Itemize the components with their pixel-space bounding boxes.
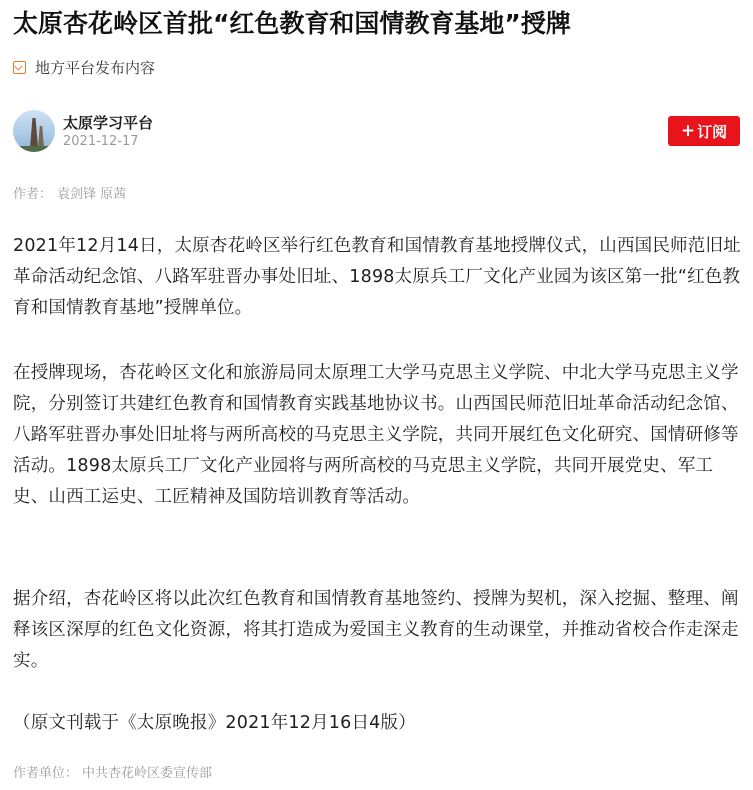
byline-label: 作者： (13, 187, 53, 202)
paragraph-2: 在授牌现场，杏花岭区文化和旅游局同太原理工大学马克思主义学院、中北大学马克思主义学院，分别签订共建红色教育和国情教育实践基地协议书。山西国民师范旧址革命活动纪念馆、八路军驻晋办事处旧址将与两所高校的马克思主义学院，共同开展红色文化研究、国情研修等活动。1898太原兵工厂文化产业园将与两所高校的马克思主义学院，共同开展党史、军工史、山西工运史、工匠精神及国防培训教育等活动。 (13, 363, 739, 507)
paragraph-3: 据介绍，杏花岭区将以此次红色教育和国情教育基地签约、授牌为契机，深入挖掘、整理、阐释该区深厚的红色文化资源，将其打造成为爱国主义教育的生动课堂，并推动省校合作走深走实。 (13, 589, 739, 671)
footer-unit-value: 中共杏花岭区委宣传部 (82, 766, 213, 781)
account-header (13, 110, 740, 154)
subscribe-button[interactable] (668, 116, 740, 146)
article-title: 太原杏花岭区首批“红色教育和国情教育基地”授牌 (13, 9, 571, 38)
check-box-icon (13, 61, 26, 74)
pagoda-icon (30, 118, 38, 148)
avatar[interactable] (13, 110, 55, 152)
source-tag (13, 56, 155, 78)
paragraph-source-note: （原文刊载于《太原晚报》2021年12月16日4版） (13, 713, 416, 733)
footer-unit (13, 762, 216, 781)
pagoda-small-icon (38, 126, 44, 148)
byline-authors: 袁剑锋 原茜 (57, 187, 127, 202)
avatar-ground (13, 146, 55, 152)
account-name[interactable]: 太原学习平台 (63, 114, 154, 132)
paragraph-1: 2021年12月14日，太原杏花岭区举行红色教育和国情教育基地授牌仪式，山西国民师范旧址革命活动纪念馆、八路军驻晋办事处旧址、1898太原兵工厂文化产业园为该区第一批“红色教育和国情教育基地”授牌单位。 (13, 236, 741, 318)
source-tag-label: 地方平台发布内容 (35, 58, 156, 77)
footer-unit-label: 作者单位： (13, 766, 79, 781)
subscribe-label: 订阅 (697, 122, 728, 141)
byline (13, 183, 131, 202)
plus-icon: + (680, 120, 696, 141)
publish-date: 2021-12-17 (63, 134, 139, 149)
